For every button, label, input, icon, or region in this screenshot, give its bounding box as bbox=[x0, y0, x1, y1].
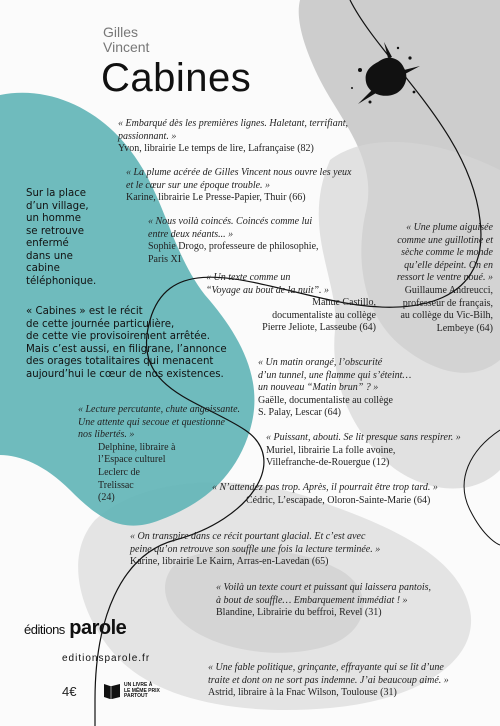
blurb-line: cabine bbox=[26, 263, 60, 274]
blurb-part-1 bbox=[26, 188, 121, 288]
quote-text-line: nos libertés. » bbox=[78, 429, 135, 441]
quote-source-line: Astrid, libraire à la Fnac Wilson, Toulouse (31) bbox=[208, 687, 397, 699]
blurb-line: Sur la place bbox=[26, 188, 87, 199]
blurb-line: de cette vie provisoirement arrêtée. bbox=[26, 331, 210, 342]
blurb-line: Mais c’est aussi, en filigrane, l’annonce bbox=[26, 343, 227, 355]
quote-source-line: Delphine, libraire à bbox=[98, 441, 176, 453]
publisher-word-editions: éditions bbox=[24, 622, 65, 637]
quote-text-line: sèche comme le monde bbox=[401, 247, 493, 259]
quote-source-line: Karine, librairie Le Presse-Papier, Thuir (66) bbox=[126, 192, 306, 204]
quote-source-line: Leclerc de bbox=[98, 466, 140, 478]
quote-source-line: Manue Castillo, bbox=[312, 297, 376, 309]
blurb-line: se retrouve bbox=[26, 225, 84, 237]
review-quote-8 bbox=[266, 432, 496, 470]
review-quote-3 bbox=[148, 216, 358, 266]
quote-source-line: Lembeye (64) bbox=[436, 322, 493, 334]
blurb-line: de cette journée particulière, bbox=[26, 318, 175, 330]
review-quote-2 bbox=[126, 167, 426, 205]
blurb-line: aujourd’hui le cœur de nos existences. bbox=[26, 368, 224, 380]
quote-source-line: Cédric, L’escapade, Oloron-Sainte-Marie (64) bbox=[246, 494, 431, 506]
quote-text-line: peine qu’on retrouve son souffle une fois la lecture terminée. » bbox=[130, 543, 381, 555]
quote-source-line: Paris XI bbox=[148, 253, 182, 265]
price: 4€ bbox=[62, 684, 77, 699]
quote-text-line: Une attente qui secoue et questionne bbox=[78, 416, 225, 428]
quote-source-line: professeur de français, bbox=[402, 297, 493, 309]
quote-source-line: Villefranche-de-Rouergue (12) bbox=[266, 457, 390, 469]
quote-source-line: Blandine, Librairie du beffroi, Revel (31) bbox=[216, 607, 382, 619]
quote-source-line: Guillaume Andreucci, bbox=[404, 284, 493, 296]
quote-text-line: d’un tunnel, une flamme qui s’éteint… bbox=[258, 369, 412, 381]
review-quote-9 bbox=[212, 482, 482, 507]
quote-text-line: « Un texte comme un bbox=[206, 272, 291, 283]
quote-text-line: entre deux néants... » bbox=[148, 228, 234, 240]
quote-source-line: Yvon, librairie Le temps de lire, Lafrançaise (82) bbox=[118, 143, 314, 155]
quote-source-line: documentaliste au collège bbox=[272, 309, 376, 321]
quote-text-line: « Puissant, abouti. Se lit presque sans respirer. » bbox=[266, 432, 461, 443]
blurb-line: enfermé bbox=[26, 238, 69, 249]
quote-text-line: « Une fable politique, grinçante, effrayante qui se lit d’une bbox=[208, 662, 444, 673]
quote-source-line: Sophie Drogo, professeure de philosophie, bbox=[148, 241, 319, 253]
quote-text-line: à bout de souffle… Embarquement immédiat ! » bbox=[216, 594, 408, 606]
book-title: Cabines bbox=[101, 56, 252, 100]
blurb-line: téléphonique. bbox=[26, 275, 97, 287]
badge-line: PARTOUT bbox=[124, 693, 148, 699]
author-first-name: Gilles bbox=[103, 24, 139, 40]
quote-text-line: « Embarqué dès les premières lignes. Haletant, terrifiant, bbox=[118, 118, 348, 129]
review-quote-5 bbox=[206, 272, 376, 335]
quote-source-line: Muriel, librairie La folle avoine, bbox=[266, 444, 396, 456]
quote-text-line: « N’attendez pas trop. Après, il pourrait être trop tard. » bbox=[212, 482, 438, 493]
blurb-line: d’un village, bbox=[26, 200, 89, 212]
review-quote-6 bbox=[258, 357, 458, 420]
quote-source-line: Pierre Jeliote, Lasseube (64) bbox=[262, 322, 376, 334]
review-quote-12 bbox=[208, 662, 498, 700]
badge-line: UN LIVRE À bbox=[124, 682, 153, 688]
quote-text-line: ressort le ventre noué. » bbox=[396, 272, 493, 284]
quote-text-line: « Voilà un texte court et puissant qui laissera pantois, bbox=[216, 582, 431, 593]
quote-source-line: au collège du Vic-Bilh, bbox=[400, 310, 493, 322]
review-quote-1 bbox=[118, 118, 408, 156]
quote-text-line: « Lecture percutante, chute angoissante. bbox=[78, 404, 241, 415]
quote-source-line: Gaëlle, documentaliste au collège bbox=[258, 394, 393, 406]
quote-text-line: un nouveau “Matin brun” ? » bbox=[258, 382, 379, 394]
quote-text-line: « La plume acérée de Gilles Vincent nous ouvre les yeux bbox=[126, 167, 352, 178]
quote-text-line: « Une plume aiguisée bbox=[406, 222, 493, 233]
quote-source-line: Trelissac bbox=[98, 479, 134, 491]
quote-text-line: qu’elle dépeint. On en bbox=[404, 259, 493, 271]
blurb-line: dans une bbox=[26, 250, 73, 262]
single-price-badge bbox=[124, 683, 160, 700]
quote-source-line: (24) bbox=[98, 492, 115, 504]
author-last-name: Vincent bbox=[103, 39, 150, 55]
quote-source-line: Karine, librairie Le Kairn, Arras-en-Lavedan (65) bbox=[130, 556, 329, 568]
quote-text-line: “Voyage au bout de la nuit”. » bbox=[206, 284, 330, 296]
book-icon bbox=[102, 682, 122, 701]
quote-text-line: « Un matin orangé, l’obscurité bbox=[258, 357, 383, 368]
badge-line: LE MÊME PRIX bbox=[124, 687, 160, 694]
blurb-line: « Cabines » est le récit bbox=[26, 306, 143, 317]
blurb-line: des orages totalitaires qui menacent bbox=[26, 356, 214, 367]
review-quote-4 bbox=[375, 222, 493, 335]
quote-text-line: « Nous voilà coincés. Coincés comme lui bbox=[148, 216, 313, 227]
publisher-logo bbox=[24, 617, 154, 640]
quote-text-line: « On transpire dans ce récit pourtant glacial. Et c’est avec bbox=[130, 531, 366, 542]
publisher-word-parole: parole bbox=[69, 617, 127, 639]
review-quote-10 bbox=[130, 531, 450, 569]
quote-text-line: traite et dont on ne sort pas indemne. J’ai beaucoup aimé. » bbox=[208, 674, 449, 686]
publisher-url: editionsparole.fr bbox=[62, 653, 151, 664]
review-quote-11 bbox=[216, 582, 486, 620]
quote-text-line: et le cœur sur une époque trouble. » bbox=[126, 179, 271, 191]
blurb-line: un homme bbox=[26, 213, 81, 224]
quote-source-line: S. Palay, Lescar (64) bbox=[258, 407, 341, 419]
quote-text-line: comme une guillotine et bbox=[397, 234, 493, 246]
quote-text-line: passionnant. » bbox=[118, 130, 177, 142]
quote-source-line: l’Espace culturel bbox=[98, 454, 166, 466]
